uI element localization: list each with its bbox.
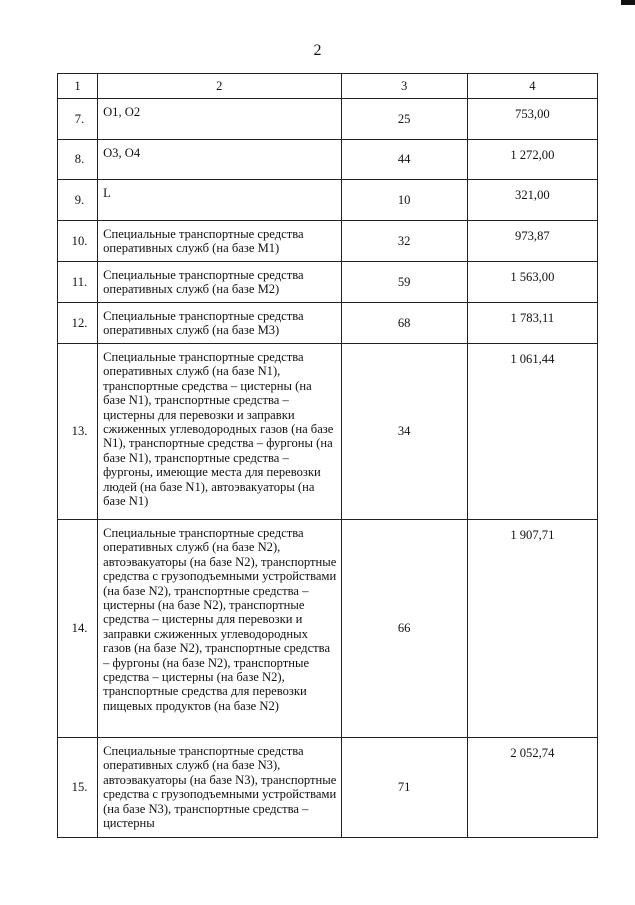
row-number: 12. [58,303,98,344]
table-row [58,738,598,838]
corner-scan-mark [621,0,635,5]
table-row [58,221,598,262]
row-count: 71 [341,738,467,838]
row-count: 32 [341,221,467,262]
page-number: 2 [313,42,322,59]
row-count: 59 [341,262,467,303]
row-count: 68 [341,303,467,344]
row-description: O1, O2 [98,99,341,140]
row-amount: 973,87 [467,221,597,262]
row-amount: 1 272,00 [467,140,597,180]
table-row [58,140,598,180]
row-count: 66 [341,520,467,738]
row-number: 7. [58,99,98,140]
table-row [58,262,598,303]
row-number: 14. [58,520,98,738]
row-description: Специальные транспортные средства оперативных служб (на базе M2) [98,262,341,303]
column-header-1: 1 [58,74,98,99]
row-amount: 1 907,71 [467,520,597,738]
row-number: 13. [58,344,98,520]
table-row [58,99,598,140]
row-description: Специальные транспортные средства оперативных служб (на базе M3) [98,303,341,344]
row-description: Специальные транспортные средства оперативных служб (на базе M1) [98,221,341,262]
table-row [58,180,598,221]
row-count: 44 [341,140,467,180]
column-header-2: 2 [98,74,341,99]
row-description: Специальные транспортные средства оперативных служб (на базе N3), автоэвакуаторы (на базе N3), транспортные средства с грузоподъемными устройствами (на базе N3), транспортные средства – цистерны [98,738,341,838]
row-amount: 1 563,00 [467,262,597,303]
row-number: 8. [58,140,98,180]
row-description: L [98,180,341,221]
row-amount: 321,00 [467,180,597,221]
row-number: 15. [58,738,98,838]
column-header-3: 3 [341,74,467,99]
table-row [58,303,598,344]
row-amount: 753,00 [467,99,597,140]
row-amount: 1 061,44 [467,344,597,520]
row-count: 25 [341,99,467,140]
row-number: 9. [58,180,98,221]
row-number: 10. [58,221,98,262]
tariff-table [57,73,598,838]
row-amount: 2 052,74 [467,738,597,838]
table-row [58,344,598,520]
row-count: 10 [341,180,467,221]
table-header-row [58,74,598,99]
table-row [58,520,598,738]
row-description: O3, O4 [98,140,341,180]
column-header-4: 4 [467,74,597,99]
row-description: Специальные транспортные средства оперативных служб (на базе N1), транспортные средства – цистерны (на базе N1), транспортные средства – цистерны для перевозки и заправки сжиженных углеводородных газов (на базе N1), транспортные средства – фургоны (на базе N1), транспортные средства – фургоны, имеющие места для перевозки людей (на базе N1), автоэвакуаторы (на базе N1) [98,344,341,520]
row-amount: 1 783,11 [467,303,597,344]
row-count: 34 [341,344,467,520]
row-number: 11. [58,262,98,303]
row-description: Специальные транспортные средства оперативных служб (на базе N2), автоэвакуаторы (на базе N2), транспортные средства с грузоподъемными устройствами (на базе N2), транспортные средства – цистерны (на базе N2), транспортные средства – цистерны для перевозки и заправки сжиженных углеводородных газов (на базе N2), транспортные средства – фургоны (на базе N2), транспортные средства – цистерны (на базе N2), транспортные средства для перевозки пищевых продуктов (на базе N2) [98,520,341,738]
